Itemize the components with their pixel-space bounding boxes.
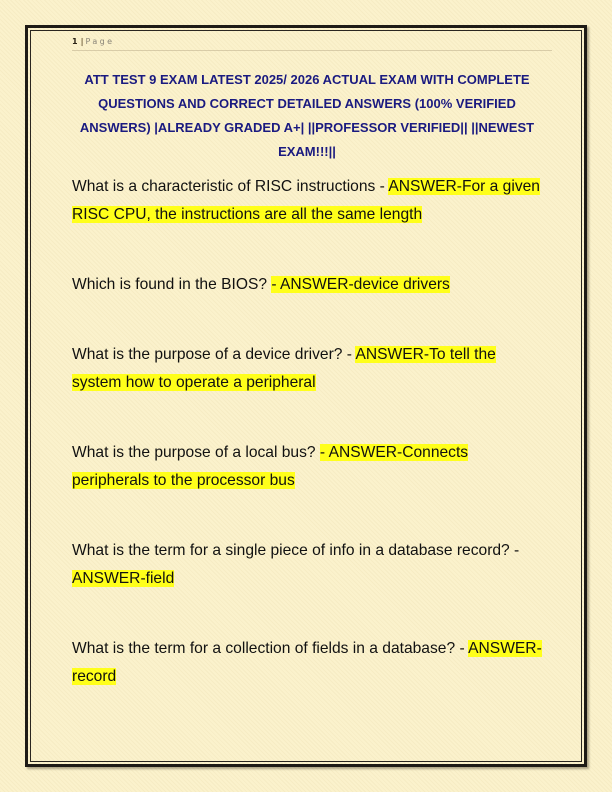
question-text: Which is found in the BIOS? xyxy=(72,276,272,293)
question-text: What is the purpose of a device driver? - xyxy=(72,346,356,363)
qa-item xyxy=(72,635,542,691)
question-text: What is the term for a single piece of info in a database record? - xyxy=(72,542,520,559)
question-text: What is a characteristic of RISC instructions - xyxy=(72,178,389,195)
page-separator: | xyxy=(80,37,84,46)
page-header xyxy=(72,36,552,51)
qa-item xyxy=(72,439,542,495)
answer-text: - ANSWER-Connects peripherals to the processor bus xyxy=(72,444,469,489)
qa-item xyxy=(72,271,542,299)
answer-text: - ANSWER-device drivers xyxy=(271,276,450,293)
qa-item xyxy=(72,173,542,229)
answer-text: ANSWER-field xyxy=(72,570,175,587)
qa-item xyxy=(72,537,542,593)
question-text: What is the purpose of a local bus? xyxy=(72,444,320,461)
answer-text: ANSWER-To tell the system how to operate a peripheral xyxy=(72,346,496,391)
page-number: 1 xyxy=(72,37,78,46)
question-text: What is the term for a collection of fields in a database? - xyxy=(72,640,469,657)
answer-text: ANSWER-For a given RISC CPU, the instructions are all the same length xyxy=(72,178,540,223)
qa-item xyxy=(72,341,542,397)
qa-list xyxy=(72,173,542,691)
document-title: ATT TEST 9 EXAM LATEST 2025/ 2026 ACTUAL EXAM WITH COMPLETE QUESTIONS AND CORRECT DETAILED ANSWERS (100% VERIFIED ANSWERS) |ALREADY GRADED A+| ||PROFESSOR VERIFIED|| ||NEWEST EXAM!!!|| xyxy=(79,72,535,159)
page-label: Page xyxy=(85,37,115,46)
answer-text: ANSWER-record xyxy=(72,640,542,685)
